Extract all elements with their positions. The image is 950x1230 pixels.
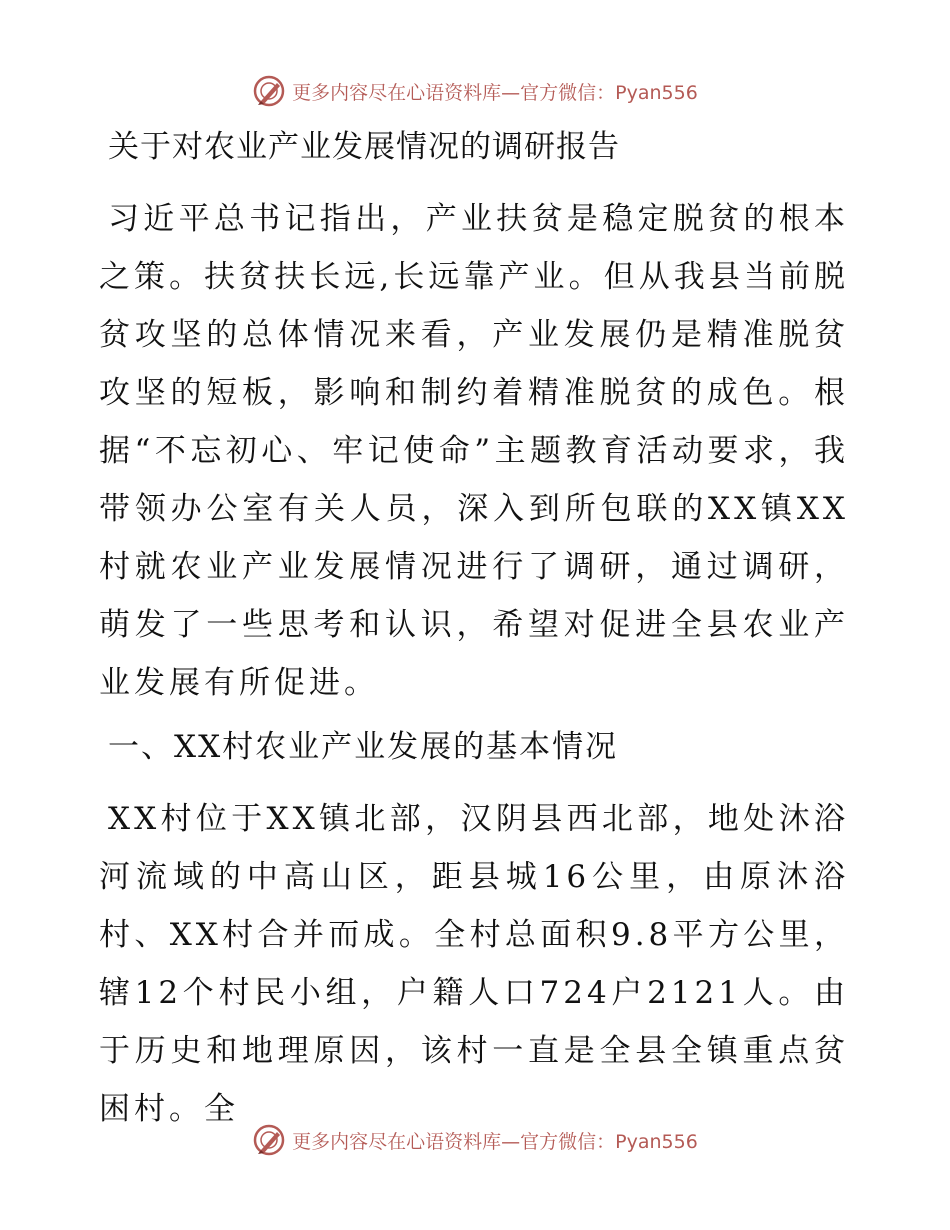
section-1-heading: 一、XX村农业产业发展的基本情况 <box>108 729 619 765</box>
pen-logo-icon <box>252 1123 286 1157</box>
intro-paragraph: 习近平总书记指出，产业扶贫是稳定脱贫的根本之策。扶贫扶长远,长远靠产业。但从我县当前脱贫攻坚的总体情况来看，产业发展仍是精准脱贫攻坚的短板，影响和制约着精准脱贫的成色。根据“不忘初心、牢记使命”主题教育活动要求，我带领办公室有关人员，深入到所包联的XX镇XX村就农业产业发展情况进行了调研，通过调研，萌发了一些思考和认识，希望对促进全县农业产业发展有所促进。 <box>99 201 849 701</box>
watermark-text: 更多内容尽在心语资料库—官方微信：Pyan556 <box>292 81 698 104</box>
watermark-text: 更多内容尽在心语资料库—官方微信：Pyan556 <box>292 1130 698 1153</box>
watermark-banner-top <box>0 71 950 111</box>
document-body <box>99 124 849 1144</box>
watermark-banner-bottom <box>0 1120 950 1160</box>
section-1-paragraph: XX村位于XX镇北部，汉阴县西北部，地处沐浴河流域的中高山区，距县城16公里，由原沐浴村、XX村合并而成。全村总面积9.8平方公里，辖12个村民小组，户籍人口724户2121人。由于历史和地理原因，该村一直是全县全镇重点贫困村。全 <box>99 801 849 1127</box>
document-title: 关于对农业产业发展情况的调研报告 <box>108 129 620 165</box>
pen-logo-icon <box>252 74 286 108</box>
